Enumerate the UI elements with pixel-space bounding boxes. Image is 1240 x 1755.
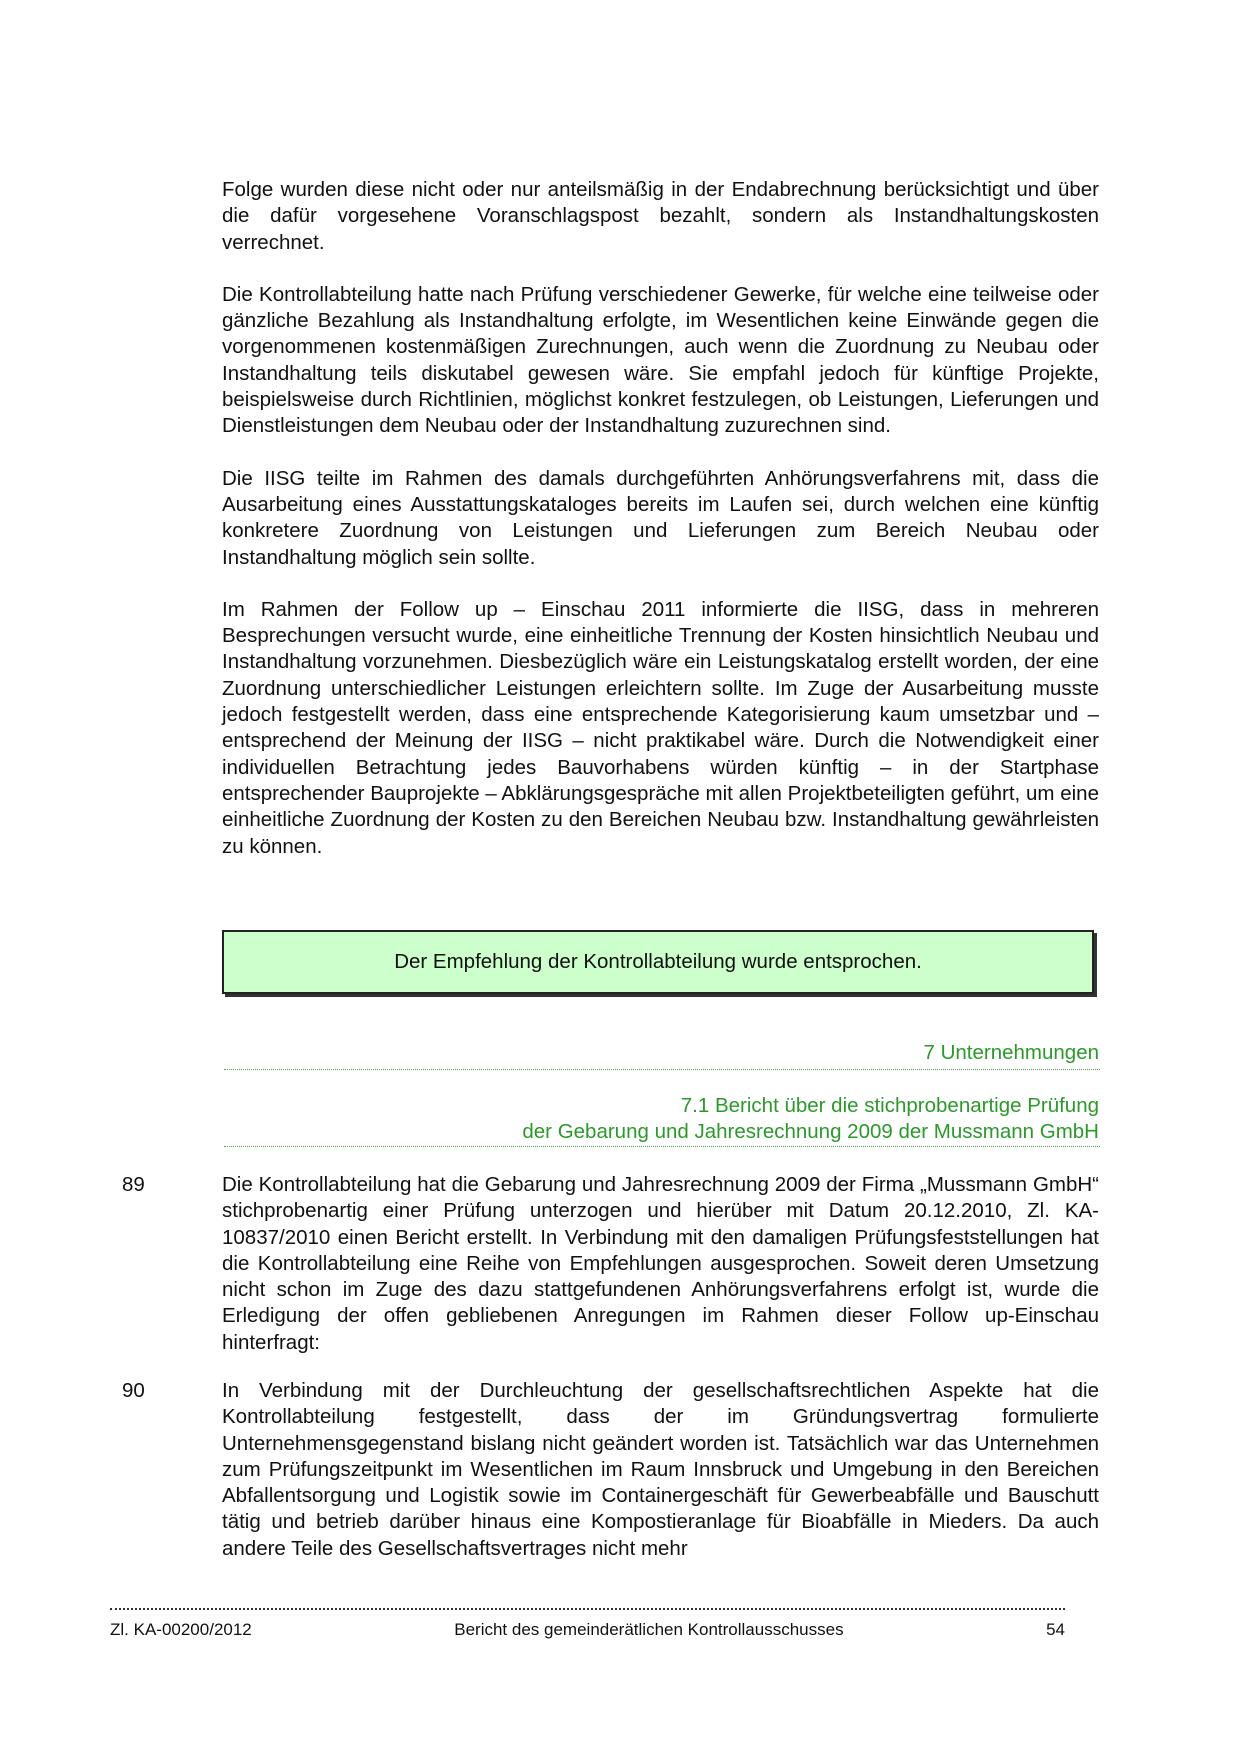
subsection-heading-line2: der Gebarung und Jahresrechnung 2009 der Mussmann GmbH <box>522 1120 1099 1144</box>
numbered-paragraph <box>122 1172 1099 1356</box>
page-footer <box>110 1620 1065 1640</box>
paragraph-number: 89 <box>122 1173 145 1196</box>
recommendation-box <box>222 930 1094 994</box>
section-heading: 7 Unternehmungen <box>923 1041 1099 1064</box>
numbered-paragraph <box>122 1378 1099 1562</box>
paragraph-text: In Verbindung mit der Durchleuchtung der gesellschaftsrechtlichen Aspekte hat die Kontrollabteilung festgestellt, dass der im Gründungsvertrag formulierte Unternehmensgegenstand bislang nicht geändert worden ist. Tatsächlich war das Unternehmen zum Prüfungszeitpunkt im Wesentlichen im Raum Innsbruck und Umgebung in den Bereichen Abfallentsorgung und Logistik sowie im Containergeschäft für Gewerbeabfälle und Bauschutt tätig und betrieb darüber hinaus eine Kompostieranlage für Bioabfälle in Mieders. Da auch andere Teile des Gesellschaftsvertrages nicht mehr <box>222 1379 1099 1560</box>
subsection-heading <box>522 1093 1099 1146</box>
paragraph: Die Kontrollabteilung hatte nach Prüfung verschiedener Gewerke, für welche eine teilweise oder gänzliche Bezahlung als Instandhaltung erfolgte, im Wesentlichen keine Einwände gegen die vorgenommenen kostenmäßigen Zurechnungen, auch wenn die Zuordnung zu Neubau oder Instandhaltung teils diskutabel gewesen wäre. Sie empfahl jedoch für künftige Projekte, beispielsweise durch Richtlinien, möglichst konkret festzulegen, ob Leistungen, Lieferungen und Dienstleistungen dem Neubau oder der Instandhaltung zuzurechnen sind. <box>222 282 1099 438</box>
heading-divider <box>224 1069 1100 1070</box>
subsection-heading-line1: 7.1 Bericht über die stichprobenartige Prüfung <box>680 1094 1099 1117</box>
body-text <box>222 177 1099 886</box>
paragraph: Im Rahmen der Follow up – Einschau 2011 informierte die IISG, dass in mehreren Besprechungen versucht wurde, eine einheitliche Trennung der Kosten hinsichtlich Neubau und Instandhaltung vorzunehmen. Diesbezüglich wäre ein Leistungskatalog erstellt worden, der eine Zuordnung unterschiedlicher Leistungen erleichtern sollte. Im Zuge der Ausarbeitung musste jedoch festgestellt werden, dass eine entsprechende Kategorisierung kaum umsetzbar und – entsprechend der Meinung der IISG – nicht praktikabel wäre. Durch die Notwendigkeit einer individuellen Betrachtung jedes Bauvorhabens würden künftig – in der Startphase entsprechender Bauprojekte – Abklärungsgespräche mit allen Projektbeteiligten geführt, um eine einheitliche Zuordnung der Kosten zu den Bereichen Neubau bzw. Instandhaltung gewährleisten zu können. <box>222 597 1099 858</box>
footer-divider <box>110 1608 1065 1610</box>
paragraph-number: 90 <box>122 1379 145 1402</box>
footer-title: Bericht des gemeinderätlichen Kontrollausschusses <box>454 1620 844 1639</box>
paragraph: Die IISG teilte im Rahmen des damals durchgeführten Anhörungsverfahrens mit, dass die Ausarbeitung eines Ausstattungskataloges bereits im Laufen sei, durch welchen eine künftig konkretere Zuordnung von Leistungen und Lieferungen zum Bereich Neubau oder Instandhaltung möglich sein sollte. <box>222 466 1099 569</box>
subheading-divider <box>224 1146 1100 1147</box>
recommendation-text: Der Empfehlung der Kontrollabteilung wurde entsprochen. <box>394 950 922 973</box>
page-number: 54 <box>1046 1620 1065 1639</box>
paragraph-text: Die Kontrollabteilung hat die Gebarung und Jahresrechnung 2009 der Firma „Mussmann GmbH“ stichprobenartig einer Prüfung unterzogen und hierüber mit Datum 20.12.2010, Zl. KA-10837/2010 einen Bericht erstellt. In Verbindung mit den damaligen Prüfungsfeststellungen hat die Kontrollabteilung eine Reihe von Empfehlungen ausgesprochen. Soweit deren Umsetzung nicht schon im Zuge des dazu stattgefundenen Anhörungsverfahrens erfolgt ist, wurde die Erledigung der offen gebliebenen Anregungen im Rahmen dieser Follow up-Einschau hinterfragt: <box>222 1173 1099 1354</box>
paragraph: Folge wurden diese nicht oder nur anteilsmäßig in der Endabrechnung berücksichtigt und über die dafür vorgesehene Voranschlagspost bezahlt, sondern als Instandhaltungskosten verrechnet. <box>222 178 1099 254</box>
footer-reference: Zl. KA-00200/2012 <box>110 1620 252 1639</box>
